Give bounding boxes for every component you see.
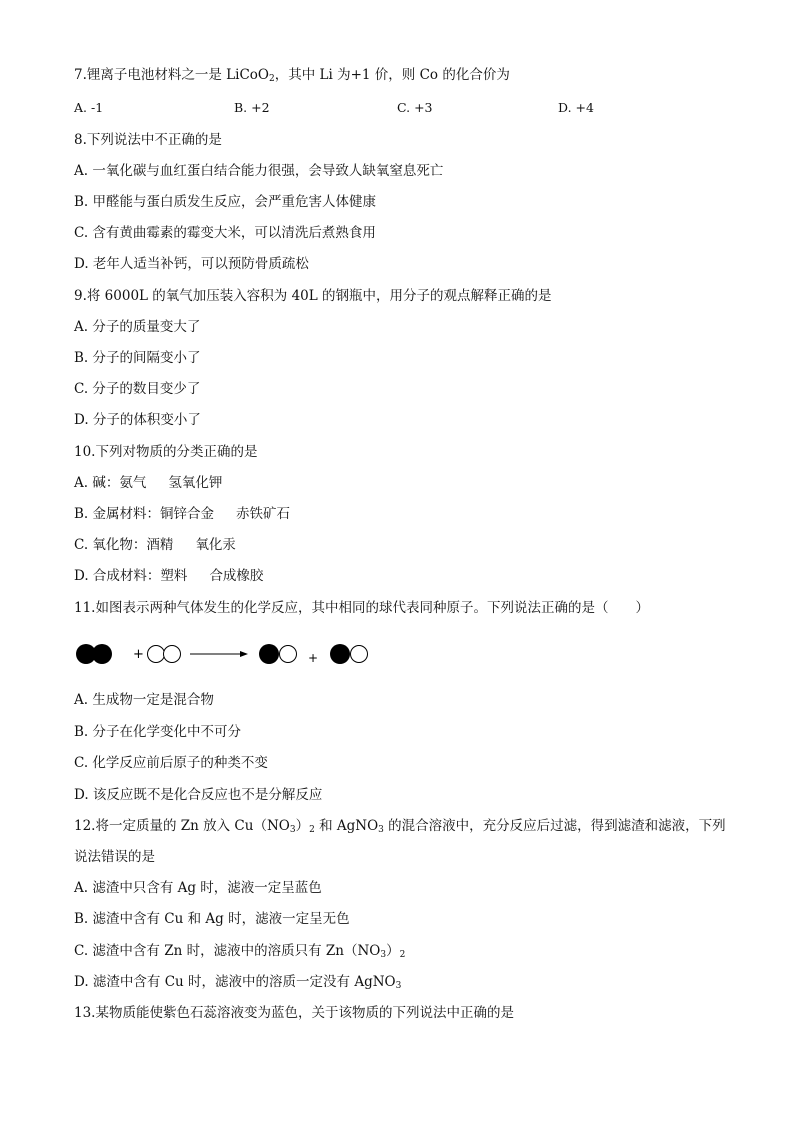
question-10-stem: 10.下列对物质的分类正确的是 bbox=[74, 444, 258, 460]
q10-option-b: B. 金属材料：铜锌合金 赤铁矿石 bbox=[74, 506, 291, 522]
reaction-diagram bbox=[74, 638, 384, 670]
q9-option-a: A. 分子的质量变大了 bbox=[74, 319, 201, 335]
q7-option-c: C. +3 bbox=[397, 100, 433, 115]
q8-option-a: A. 一氧化碳与血红蛋白结合能力很强，会导致人缺氧窒息死亡 bbox=[74, 163, 444, 179]
question-12-stem-line2: 说法错误的是 bbox=[74, 849, 155, 865]
product-molecule-1 bbox=[259, 644, 297, 664]
q10-option-c: C. 氧化物：酒精 氧化汞 bbox=[74, 537, 236, 553]
plus-sign-2: + bbox=[308, 651, 319, 665]
reaction-arrow bbox=[190, 651, 248, 657]
q11-option-c: C. 化学反应前后原子的种类不变 bbox=[74, 755, 268, 771]
question-7-stem: 7.锂离子电池材料之一是 LiCoO$_2$，其中 Li 为+1 价，则 Co 的化合价为 bbox=[74, 67, 510, 84]
plus-sign-1: + bbox=[133, 647, 144, 662]
q8-option-b: B. 甲醛能与蛋白质发生反应，会严重危害人体健康 bbox=[74, 194, 377, 210]
q9-option-d: D. 分子的体积变小了 bbox=[74, 412, 201, 428]
q9-option-c: C. 分子的数目变少了 bbox=[74, 381, 201, 397]
q10-option-d: D. 合成材料：塑料 合成橡胶 bbox=[74, 568, 264, 584]
question-13-stem: 13.某物质能使紫色石蕊溶液变为蓝色，关于该物质的下列说法中正确的是 bbox=[74, 1005, 514, 1021]
question-9-stem: 9.将 6000L 的氧气加压装入容积为 40L 的钢瓶中，用分子的观点解释正确的是 bbox=[74, 288, 552, 304]
q12-option-b: B. 滤渣中含有 Cu 和 Ag 时，滤液一定呈无色 bbox=[74, 911, 350, 927]
reactant-molecule-white-white bbox=[148, 646, 181, 663]
q11-option-b: B. 分子在化学变化中不可分 bbox=[74, 724, 242, 740]
q8-option-c: C. 含有黄曲霉素的霉变大米，可以清洗后煮熟食用 bbox=[74, 225, 376, 241]
q7-option-a: A. -1 bbox=[74, 100, 104, 115]
q12-option-c: C. 滤渣中含有 Zn 时，滤液中的溶质只有 $Zn(NO_3)_2$ bbox=[74, 943, 406, 960]
q10-option-a: A. 碱：氨气 氢氧化钾 bbox=[74, 475, 223, 491]
question-11-stem: 11.如图表示两种气体发生的化学反应，其中相同的球代表同种原子。下列说法正确的是（ ） bbox=[74, 600, 649, 616]
reactant-molecule-black-black bbox=[76, 644, 112, 664]
q7-option-d: D. +4 bbox=[558, 100, 594, 115]
product-molecule-2 bbox=[330, 644, 368, 664]
question-8-stem: 8.下列说法中不正确的是 bbox=[74, 132, 222, 148]
q12-option-d: D. 滤渣中含有 Cu 时，滤液中的溶质一定没有 AgNO$_3$ bbox=[74, 974, 402, 991]
q7-option-b: B. +2 bbox=[234, 100, 270, 115]
q11-option-d: D. 该反应既不是化合反应也不是分解反应 bbox=[74, 787, 323, 803]
question-12-stem: 12.将一定质量的 Zn 放入 $Cu(NO_3)_2$ 和 AgNO$_3$ 的混合溶液中，充分反应后过滤，得到滤渣和滤液，下列 bbox=[74, 818, 726, 835]
q11-option-a: A. 生成物一定是混合物 bbox=[74, 692, 214, 708]
q8-option-d: D. 老年人适当补钙，可以预防骨质疏松 bbox=[74, 256, 309, 272]
q9-option-b: B. 分子的间隔变小了 bbox=[74, 350, 201, 366]
q12-option-a: A. 滤渣中只含有 Ag 时，滤液一定呈蓝色 bbox=[74, 880, 322, 896]
